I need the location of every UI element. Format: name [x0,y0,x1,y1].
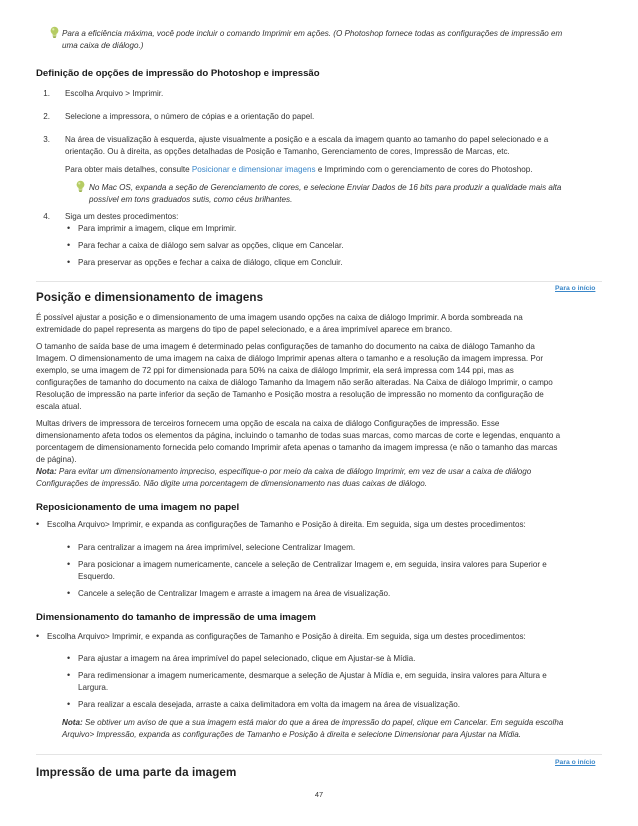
section-title-dimensionamento: Dimensionamento do tamanho de impressão de uma imagem [36,612,316,623]
lightbulb-icon [49,26,60,39]
bullet-dot: • [67,653,71,663]
paragraph-line: Imagem. O dimensionamento de uma imagem na caixa de diálogo Imprimir apenas altera o tamanho e a resolução da imagem impressa. Por [36,354,544,363]
section-divider [36,281,602,282]
details-after: e Imprimindo com o gerenciamento de cores do Photoshop. [315,165,533,174]
list-item: Para imprimir a imagem, clique em Imprimir. [78,224,237,233]
step-number: 1. [43,89,50,98]
note-label: Nota: [62,718,83,727]
paragraph-line: configurações de tamanho do documento na caixa de diálogo Tamanho da Imagem não serão alteradas. Na Caixa de diálogo Imprimir, o campo [36,378,553,387]
list-item: Para posicionar a imagem numericamente, cancele a seleção de Centralizar Imagem e, em seguida, insira valores para Superior e [78,560,547,569]
details-before: Para obter mais detalhes, consulte [65,165,192,174]
bullet-dot: • [67,670,71,680]
section-title-definicao: Definição de opções de impressão do Photoshop e impressão [36,68,320,79]
note-line: Configurações de impressão. Não digite uma porcentagem de dimensionamento nas duas caixas de diálogo. [36,479,427,488]
bullet-dot: • [67,542,71,552]
posicionar-dimensionar-link[interactable]: Posicionar e dimensionar imagens [191,165,316,174]
step-text: orientação. Ou à direita, as opções detalhadas de Posição e Tamanho, Gerenciamento de cores, Impressão de Marcas, etc. [65,147,510,156]
section-title-posicao: Posição e dimensionamento de imagens [36,291,264,304]
list-item: Para centralizar a imagem na área imprimível, selecione Centralizar Imagem. [78,543,356,552]
step-number: 3. [43,135,50,144]
mac-tip-line2: possível em tons graduados sutis, como céus brilhantes. [89,195,293,204]
list-item: Escolha Arquivo> Imprimir, e expanda as configurações de Tamanho e Posição à direita. Em seguida, siga um destes procedimentos: [47,520,526,529]
bullet-dot: • [67,559,71,569]
lightbulb-icon [75,180,86,193]
list-item: Para preservar as opções e fechar a caixa de diálogo, clique em Concluir. [78,258,343,267]
bullet-dot: • [67,240,71,250]
paragraph-line: exemplo, se uma imagem de 72 ppi for dimensionada para 50% na caixa de diálogo Imprimir, ela será impressa com 144 ppi, mas as [36,366,514,375]
note-line [62,717,563,729]
page-number: 47 [314,790,324,799]
paragraph-line: É possível ajustar a posição e o dimensionamento de uma imagem usando opções na caixa de diálogo Imprimir. A borda sombreada na [36,313,523,322]
bullet-dot: • [67,588,71,598]
list-item: Escolha Arquivo> Imprimir, e expanda as configurações de Tamanho e Posição à direita. Em seguida, siga um destes procedimentos: [47,632,526,641]
list-item: Para realizar a escala desejada, arraste a caixa delimitadora em volta da imagem na área de visualização. [78,700,460,709]
note-label: Nota: [36,467,57,476]
paragraph-line: escala atual. [36,402,82,411]
list-item: Largura. [78,683,109,692]
back-to-top-link[interactable]: Para o início [555,759,596,766]
list-item: Para redimensionar a imagem numericamente, desmarque a seleção de Ajustar à Mídia e, em seguida, insira valores para Altura e [78,671,547,680]
details-paragraph [65,164,532,176]
section-title-reposicionamento: Reposicionamento de uma imagem no papel [36,502,240,513]
section-title-parte: Impressão de uma parte da imagem [36,766,237,779]
list-item: Esquerdo. [78,572,115,581]
bullet-dot: • [36,519,40,529]
paragraph-line: de página). [36,455,77,464]
back-to-top-link[interactable]: Para o início [555,285,596,292]
paragraph-line: dimensionamento afeta todos os elementos da página, incluindo o tamanho de todas suas marcas, como marcas de corte e legendas, enquanto a [36,431,561,440]
paragraph-line: O tamanho de saída base de uma imagem é determinado pelas configurações de tamanho do documento na caixa de diálogo Tamanho da [36,342,535,351]
paragraph-line: porcentagem de dimensionamento fornecida pelo comando Imprimir afeta apenas o tamanho da imagem impressa (e não o tamanho das marcas [36,443,558,452]
intro-tip-line2: uma caixa de diálogo.) [62,41,144,50]
paragraph-line: extremidade do papel representa as margens do tipo de papel selecionado, e a área imprimível aparece em branco. [36,325,453,334]
paragraph-line: Resolução de impressão na parte inferior da seção de Tamanho e Posição mostra a resolução de impressão no momento da configuração de [36,390,544,399]
list-item: Para fechar a caixa de diálogo sem salvar as opções, clique em Cancelar. [78,241,344,250]
bullet-dot: • [36,631,40,641]
section-divider [36,754,602,755]
step-number: 2. [43,112,50,121]
intro-tip-line1: Para a eficiência máxima, você pode incluir o comando Imprimir em ações. (O Photoshop fornece todas as configurações de impressão em [62,29,563,38]
step-text: Na área de visualização à esquerda, ajuste visualmente a posição e a escala da imagem quanto ao tamanho do papel selecionado e a [65,135,549,144]
step-number: 4. [43,212,50,221]
bullet-dot: • [67,257,71,267]
note-text: Se obtiver um aviso de que a sua imagem está maior do que a área de impressão do papel, clique em Cancelar. Em seguida escolha [82,718,564,727]
list-item: Cancele a seleção de Centralizar Imagem e arraste a imagem na área de visualização. [78,589,391,598]
step-text: Escolha Arquivo > Imprimir. [65,89,164,98]
note-text: Para evitar um dimensionamento impreciso, especifique-o por meio da caixa de diálogo Imprimir, em vez de usar a caixa de diálogo [56,467,532,476]
bullet-dot: • [67,699,71,709]
bullet-dot: • [67,223,71,233]
step-text: Selecione a impressora, o número de cópias e a orientação do papel. [65,112,315,121]
note-line [36,466,531,478]
mac-tip-line1: No Mac OS, expanda a seção de Gerenciamento de cores, e selecione Enviar Dados de 16 bits para produzir a qualidade mais alta [89,183,562,192]
step-text: Siga um destes procedimentos: [65,212,179,221]
list-item: Para ajustar a imagem na área imprimível do papel selecionado, clique em Ajustar-se à Mídia. [78,654,416,663]
note-line: Arquivo> Impressão, expanda as configurações de Tamanho e Posição à direita e selecione Dimensionar para Ajustar na Mídia. [62,730,521,739]
paragraph-line: Multas drivers de impressora de terceiros fornecem uma opção de escala na caixa de diálogo Configurações de impressão. Esse [36,419,500,428]
